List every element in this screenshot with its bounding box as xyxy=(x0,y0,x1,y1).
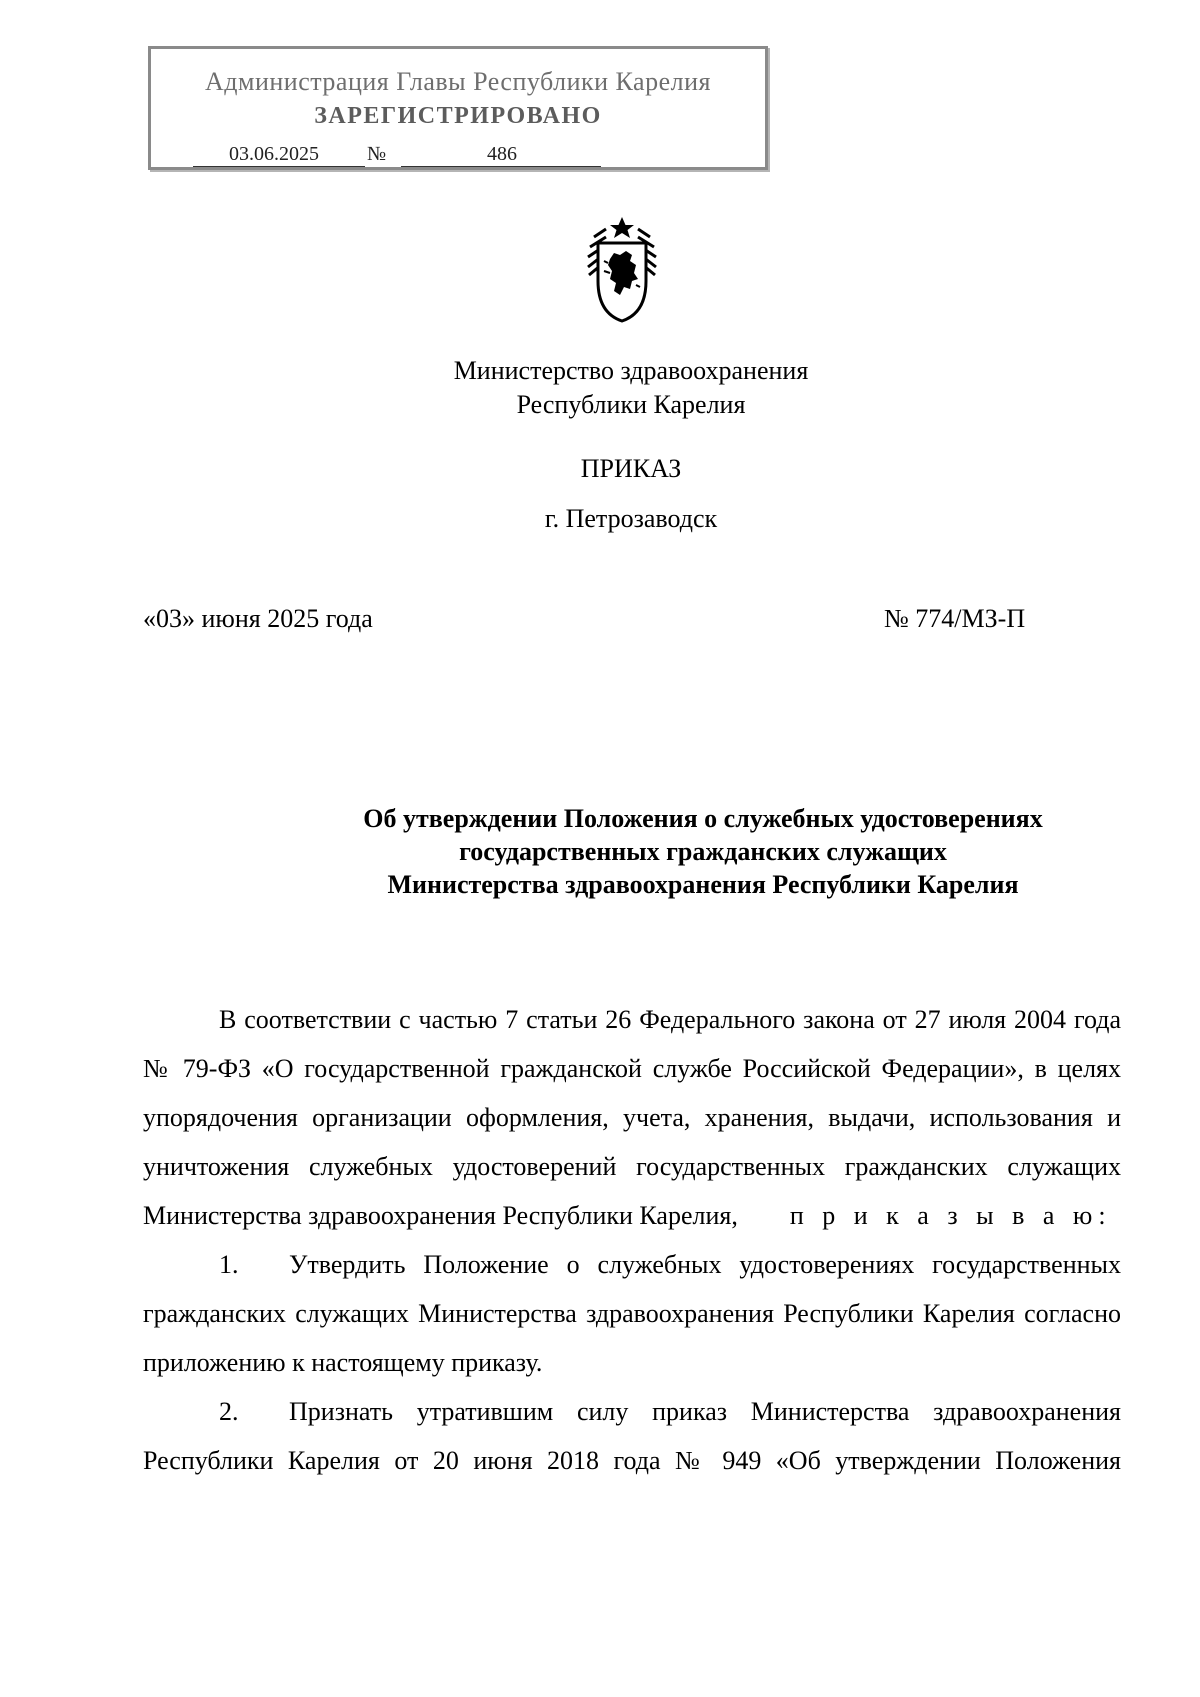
preamble-text: В соответствии с частью 7 статьи 26 Федерального закона от 27 июля 2004 года № 79-ФЗ «О государственной гражданской службе Российской Федерации», в целях упорядочения организации оформления, учета, хранения, выдачи, использования и уничтожения служебных удостоверений государственных гражданских служащих Министерства здравоохранения Республики Карелия, xyxy=(143,1005,1121,1230)
stamp-number: 486 xyxy=(487,143,517,165)
preamble-paragraph xyxy=(143,995,1121,1240)
subject-line: Об утверждении Положения о служебных удостоверениях xyxy=(363,804,1043,833)
item-1-number: 1. xyxy=(219,1250,239,1279)
item-2-number: 2. xyxy=(219,1397,239,1426)
document-type: ПРИКАЗ xyxy=(580,454,682,483)
order-body xyxy=(143,995,1121,1485)
item-2-paragraph xyxy=(143,1387,1121,1485)
item-1-text: Утвердить Положение о служебных удостоверениях государственных гражданских служащих Министерства здравоохранения Республики Карелия согласно приложению к настоящему приказу. xyxy=(143,1250,1121,1377)
karelia-coat-of-arms-icon xyxy=(584,215,660,325)
stamp-status: ЗАРЕГИСТРИРОВАНО xyxy=(314,103,602,129)
stamp-date: 03.06.2025 xyxy=(229,143,319,165)
subject-line: государственных гражданских служащих xyxy=(459,837,947,866)
ministry-name-line2: Республики Карелия xyxy=(516,390,746,419)
item-1-paragraph xyxy=(143,1240,1121,1387)
registration-stamp xyxy=(148,46,768,170)
order-word: п р и к а з ы в а ю: xyxy=(789,1201,1112,1230)
stamp-number-field xyxy=(401,143,601,167)
order-subject xyxy=(143,802,1200,901)
stamp-organization: Администрация Главы Республики Карелия xyxy=(205,67,711,96)
stamp-date-field xyxy=(193,143,365,167)
item-2-text: Признать утратившим силу приказ Министерства здравоохранения Республики Карелия от 20 июня 2018 года № 949 «Об утверждении Положения xyxy=(143,1397,1121,1475)
ministry-name-line1: Министерство здравоохранения xyxy=(453,356,809,385)
subject-line: Министерства здравоохранения Республики Карелия xyxy=(387,870,1019,899)
order-date: «03» июня 2025 года xyxy=(143,604,373,633)
city: г. Петрозаводск xyxy=(544,504,718,533)
stamp-number-sign: № xyxy=(367,143,387,165)
order-number: № 774/МЗ-П xyxy=(884,604,1026,633)
